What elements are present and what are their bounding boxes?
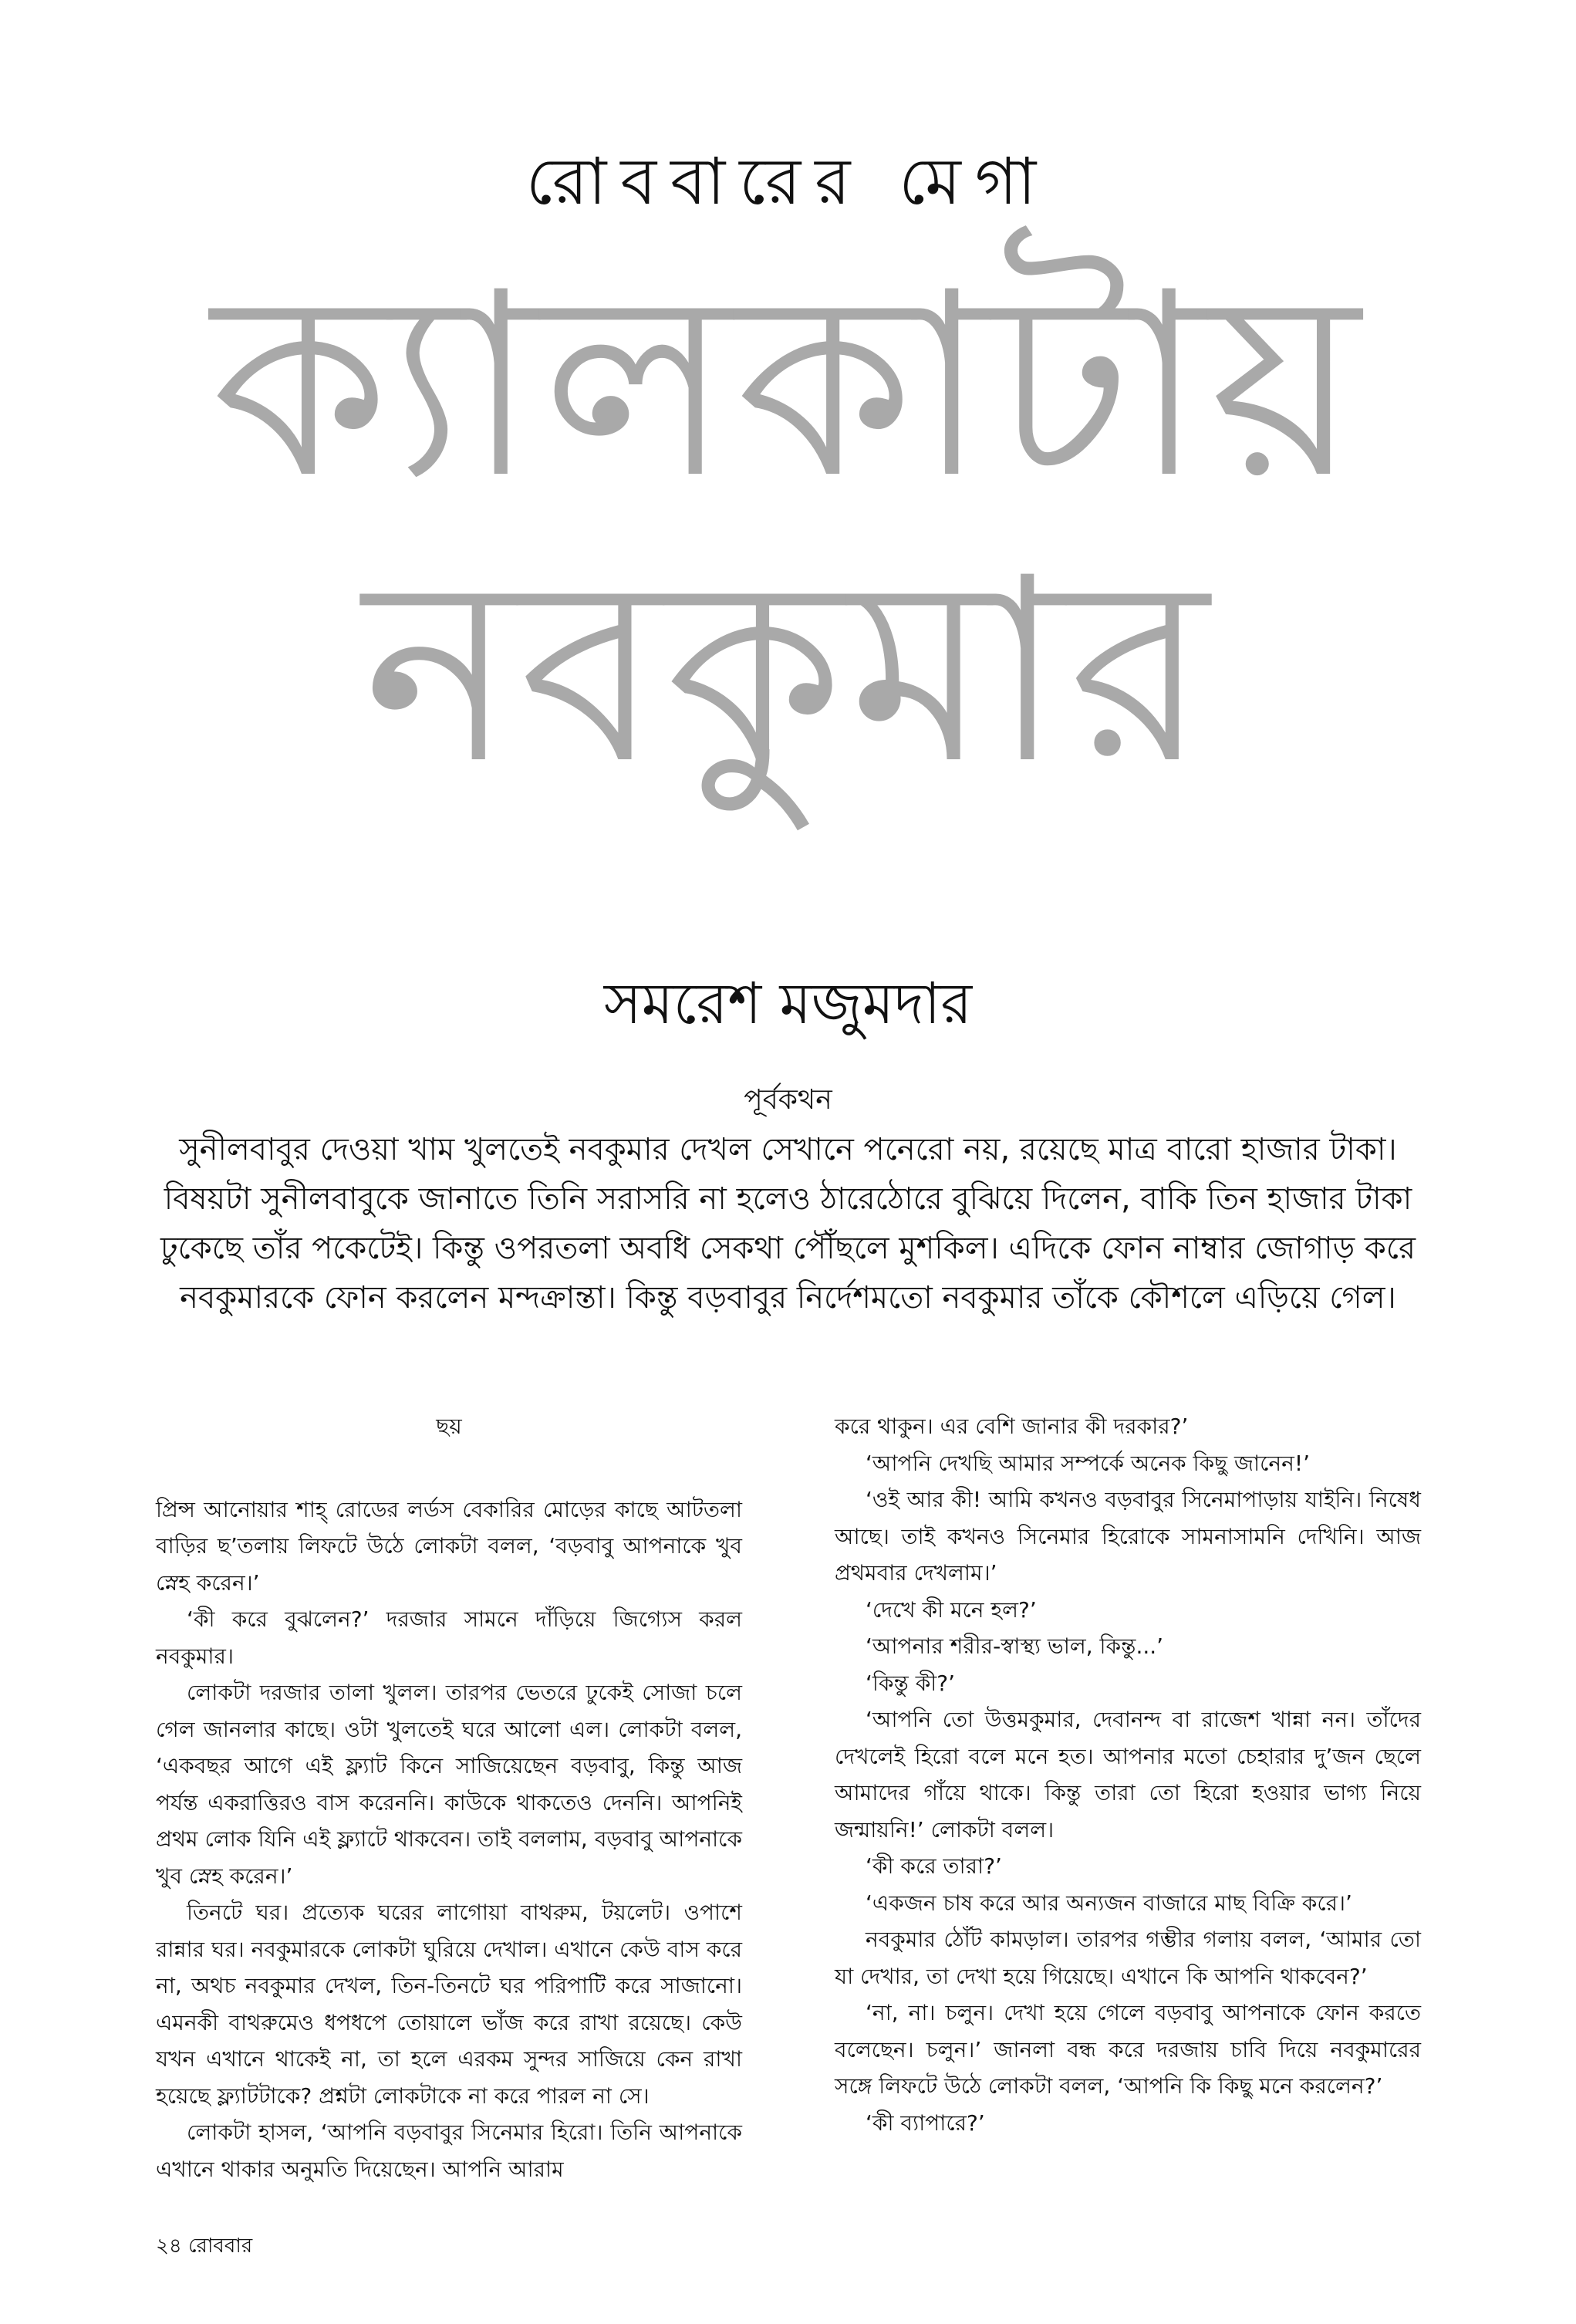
paragraph: ‘কী ব্যাপারে?’ <box>866 2110 985 2136</box>
chapter-heading: ছয় <box>436 1414 462 1439</box>
intro-summary: সুনীলবাবুর দেওয়া খাম খুলতেই নবকুমার দেখল সেখানে পনেরো নয়, রয়েছে মাত্র বারো হাজার টাকা। বিষয়টা সুনীলবাবুকে জানাতে তিনি সরাসরি না হলেও ঠারেঠোরে বুঝিয়ে দিলেন, বাকি তিন হাজার টাকা ঢুকেছে তাঁর পকেটেই। কিন্তু ওপরতলা অবধি সেকথা পৌঁছলে মুশকিল। এদিকে ফোন নাম্বার জোগাড় করে নবকুমারকে ফোন করলেন মন্দক্রান্তা। কিন্তু বড়বাবুর নির্দেশমতো নবকুমার তাঁকে কৌশলে এড়িয়ে গেল। <box>160 1132 1416 1316</box>
intro-heading: পূর্বকথন <box>744 1084 832 1116</box>
paragraph: ‘আপনি তো উত্তমকুমার, দেবানন্দ বা রাজেশ খান্না নন। তাঁদের দেখলেই হিরো বলে মনে হত। আপনার মতো চেহারার দু’জন ছেলে আমাদের গাঁয়ে থাকে। কিন্তু তারা তো হিরো হওয়ার ভাগ্য নিয়ে জন্মায়নি!’ লোকটা বলল। <box>835 1707 1421 1843</box>
paragraph: ‘কিন্তু কী?’ <box>866 1670 956 1696</box>
paragraph: করে থাকুন। এর বেশি জানার কী দরকার?’ <box>835 1414 1189 1439</box>
paragraph: প্রিন্স আনোয়ার শাহ্‌ রোডের লর্ডস বেকারির মোড়ের কাছে আটতলা বাড়ির ছ’তলায় লিফটে উঠে লোকটা বলল, ‘বড়বাবু আপনাকে খুব স্নেহ করেন।’ <box>156 1496 742 1596</box>
author-name: সমরেশ মজুমদার <box>603 971 973 1037</box>
paragraph: ‘একজন চাষ করে আর অন্যজন বাজারে মাছ বিক্রি করে।’ <box>866 1890 1352 1916</box>
right-column <box>835 1408 1421 2141</box>
paragraph: ‘দেখে কী মনে হল?’ <box>866 1596 1037 1623</box>
paragraph: ‘আপনার শরীর-স্বাস্থ্য ভাল, কিন্তু...’ <box>866 1633 1164 1659</box>
left-column <box>156 1408 742 2187</box>
magazine-supertitle: রোববারের মেগা <box>525 144 1051 219</box>
page-folio: ২৪ রোববার <box>156 2234 253 2258</box>
paragraph: ‘ওই আর কী! আমি কখনও বড়বাবুর সিনেমাপাড়ায় যাইনি। নিষেধ আছে। তাই কখনও সিনেমার হিরোকে সামনাসামনি দেখিনি। আজ প্রথমবার দেখলাম।’ <box>835 1487 1421 1586</box>
paragraph: ‘না, না। চলুন। দেখা হয়ে গেলে বড়বাবু আপনাকে ফোন করতে বলেছেন। চলুন।’ জানলা বন্ধ করে দরজায় চাবি দিয়ে নবকুমারের সঙ্গে লিফটে উঠে লোকটা বলল, ‘আপনি কি কিছু মনে করলেন?’ <box>835 2000 1421 2099</box>
story-title-line-2: নবকুমার <box>363 523 1213 819</box>
paragraph: নবকুমার ঠোঁট কামড়াল। তারপর গম্ভীর গলায় বলল, ‘আমার তো যা দেখার, তা দেখা হয়ে গিয়েছে। এখানে কি আপনি থাকবেন?’ <box>835 1927 1421 1989</box>
paragraph: তিনটে ঘর। প্রত্যেক ঘরের লাগোয়া বাথরুম, টয়লেট। ওপাশে রান্নার ঘর। নবকুমারকে লোকটা ঘুরিয়ে দেখাল। এখানে কেউ বাস করে না, অথচ নবকুমার দেখল, তিন-তিনটে ঘর পরিপাটি করে সাজানো। এমনকী বাথরুমেও ধপধপে তোয়ালে ভাঁজ করে রাখা রয়েছে। কেউ যখন এখানে থাকেই না, তা হলে এরকম সুন্দর সাজিয়ে কেন রাখা হয়েছে ফ্ল্যাটটাকে? প্রশ্নটা লোকটাকে না করে পারল না সে। <box>156 1900 742 2109</box>
paragraph: লোকটা হাসল, ‘আপনি বড়বাবুর সিনেমার হিরো। তিনি আপনাকে এখানে থাকার অনুমতি দিয়েছেন। আপনি আরাম <box>156 2120 742 2182</box>
paragraph: ‘কী করে বুঝলেন?’ দরজার সামনে দাঁড়িয়ে জিগ্যেস করল নবকুমার। <box>156 1606 742 1669</box>
paragraph: ‘আপনি দেখছি আমার সম্পর্কে অনেক কিছু জানেন!’ <box>866 1450 1310 1476</box>
paragraph: লোকটা দরজার তালা খুলল। তারপর ভেতরে ঢুকেই সোজা চলে গেল জানলার কাছে। ওটা খুলতেই ঘরে আলো এল। লোকটা বলল, ‘একবছর আগে এই ফ্ল্যাট কিনে সাজিয়েছেন বড়বাবু, কিন্তু আজ পর্যন্ত একরাত্তিরও বাস করেননি। কাউকে থাকতেও দেননি। আপনিই প্রথম লোক যিনি এই ফ্ল্যাটে থাকবেন। তাই বললাম, বড়বাবু আপনাকে খুব স্নেহ করেন।’ <box>156 1680 742 1889</box>
story-title-line-1: ক্যালকাটায় <box>211 238 1365 534</box>
paragraph: ‘কী করে তারা?’ <box>866 1853 1002 1879</box>
